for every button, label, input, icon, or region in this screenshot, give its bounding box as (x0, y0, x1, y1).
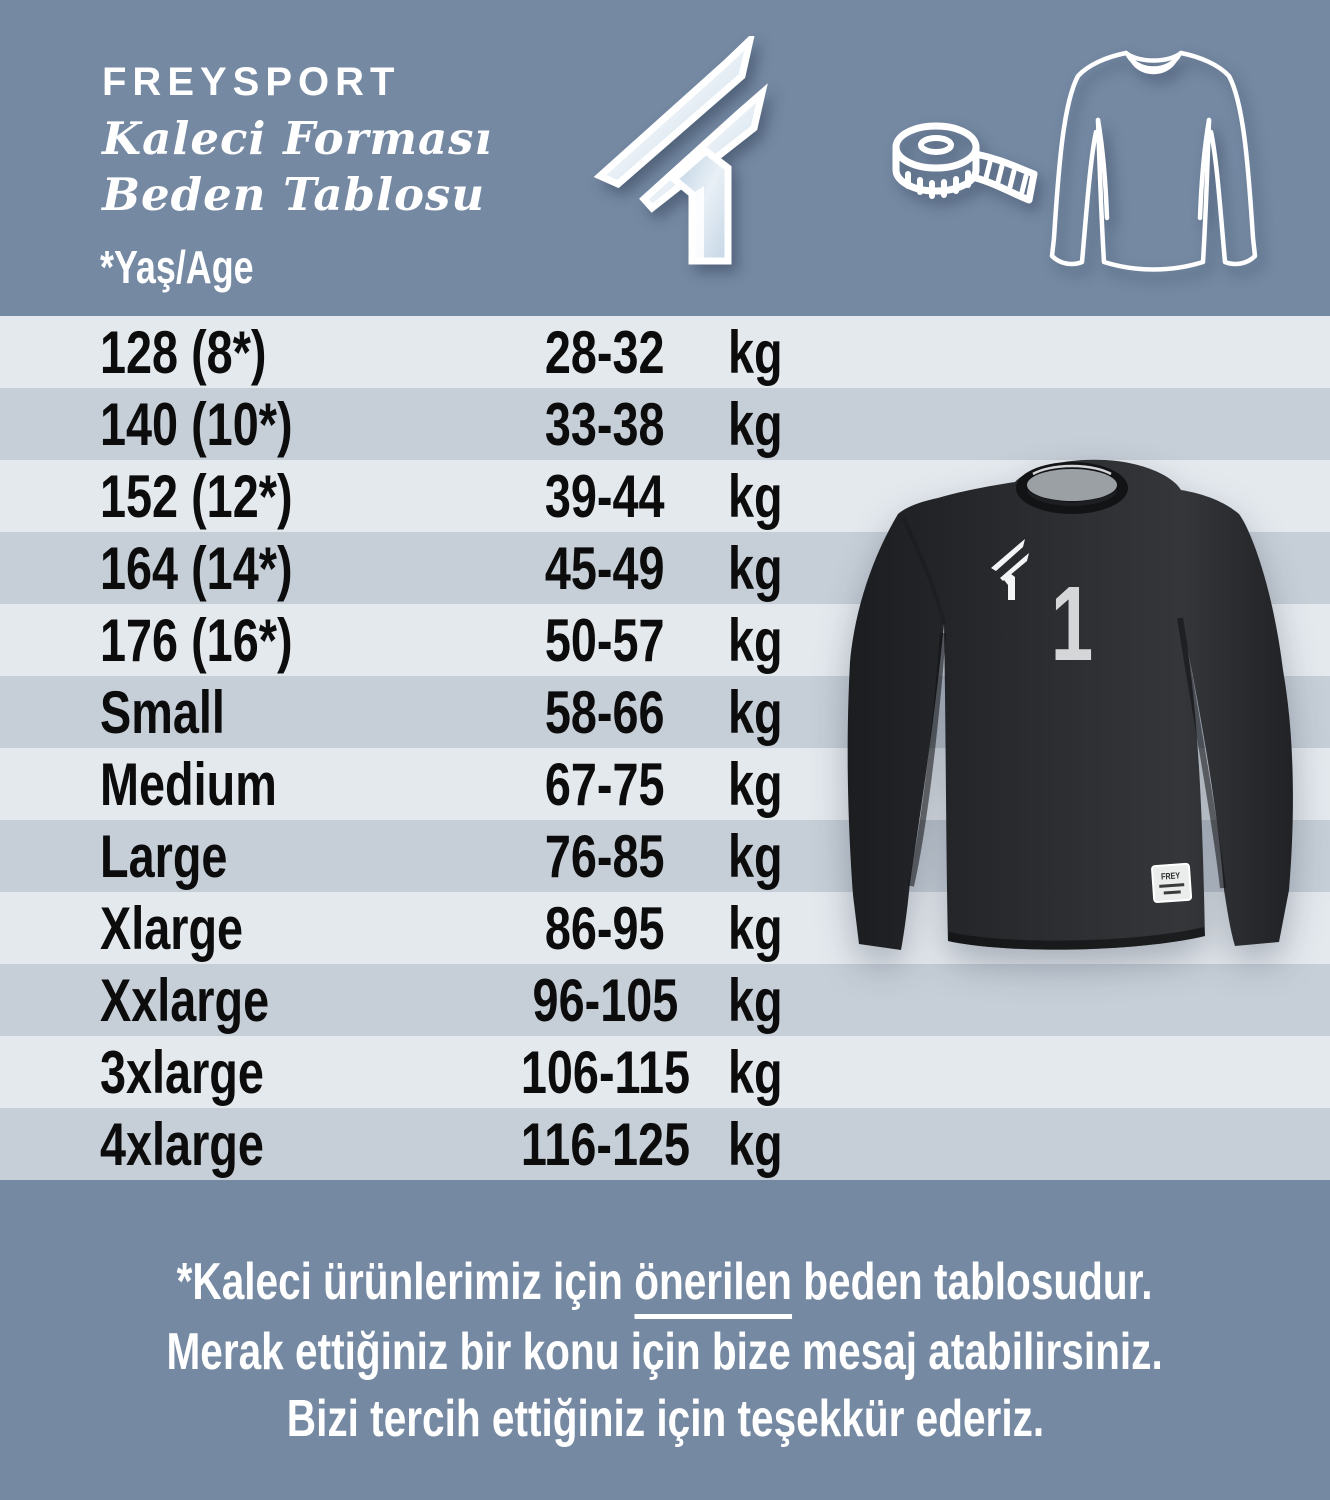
weight-cell: 58-66 (545, 679, 665, 746)
weight-cell: 67-75 (545, 751, 665, 818)
age-label: *Yaş/Age (100, 241, 254, 293)
unit-cell: kg (728, 895, 783, 962)
unit-cell: kg (728, 1111, 783, 1178)
footer-note-1: *Kaleci ürünlerimiz için önerilen beden tablosudur. (0, 1252, 1330, 1312)
weight-cell: 50-57 (545, 607, 665, 674)
footer-note-2: Merak ettiğiniz bir konu için bize mesaj atabilirsiniz. (166, 1323, 1164, 1381)
weight-cell: 96-105 (532, 967, 678, 1034)
underlined-word: önerilen (635, 1253, 793, 1319)
svg-text:FREY: FREY (1160, 870, 1181, 882)
weight-cell: 86-95 (545, 895, 665, 962)
size-cell: 140 (10*) (100, 391, 293, 458)
weight-cell: 33-38 (545, 391, 665, 458)
unit-cell: kg (728, 391, 783, 458)
weight-cell: 106-115 (520, 1039, 690, 1106)
jersey-number: 1 (1050, 563, 1094, 683)
weight-cell: 76-85 (545, 823, 665, 890)
footer-note-3: Bizi tercih ettiğiniz için teşekkür ederiz. (286, 1390, 1044, 1448)
weight-cell: 45-49 (545, 535, 665, 602)
size-cell: 128 (8*) (100, 319, 267, 386)
subtitle-line2: Beden Tablosu (102, 168, 486, 221)
size-cell: Medium (100, 751, 277, 818)
unit-cell: kg (728, 607, 783, 674)
unit-cell: kg (728, 823, 783, 890)
weight-cell: 39-44 (545, 463, 665, 530)
table-row (0, 1036, 1330, 1108)
jersey-hem-label (1152, 864, 1191, 902)
freysport-logo-icon (592, 36, 792, 268)
table-row (0, 1108, 1330, 1180)
weight-cell: 116-125 (520, 1111, 690, 1178)
size-cell: Xlarge (100, 895, 244, 962)
unit-cell: kg (728, 535, 783, 602)
size-cell: 4xlarge (100, 1111, 264, 1178)
long-sleeve-shirt-icon (1046, 40, 1261, 285)
size-cell: 152 (12*) (100, 463, 293, 530)
unit-cell: kg (728, 463, 783, 530)
subtitle-line1: Kaleci Forması (102, 112, 493, 165)
table-row (0, 316, 1330, 388)
size-cell: 3xlarge (100, 1039, 264, 1106)
brand-name: FREYSPORT (102, 60, 401, 104)
unit-cell: kg (728, 679, 783, 746)
size-cell: Xxlarge (100, 967, 270, 1034)
unit-cell: kg (728, 319, 783, 386)
table-row (0, 964, 1330, 1036)
size-cell: Small (100, 679, 225, 746)
unit-cell: kg (728, 967, 783, 1034)
size-cell: 176 (16*) (100, 607, 293, 674)
measuring-tape-icon (886, 118, 1046, 218)
weight-cell: 28-32 (545, 319, 665, 386)
unit-cell: kg (728, 1039, 783, 1106)
goalkeeper-jersey-image (843, 438, 1295, 960)
unit-cell: kg (728, 751, 783, 818)
size-cell: Large (100, 823, 228, 890)
size-cell: 164 (14*) (100, 535, 293, 602)
